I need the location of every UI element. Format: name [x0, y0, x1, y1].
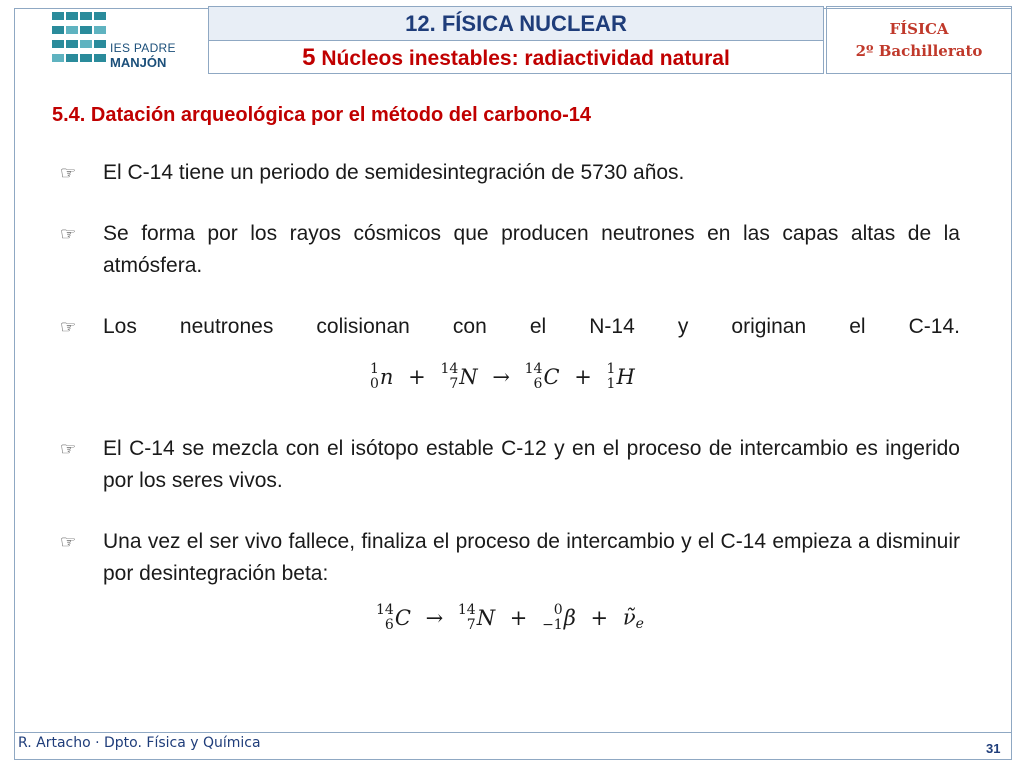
- topic-number: 5: [302, 44, 316, 71]
- beta-particle: 0 −1 β: [542, 602, 576, 633]
- nuclide-hydrogen: 1 1 H: [606, 361, 635, 392]
- subject-box: [826, 6, 1012, 74]
- section-title: 5.4. Datación arqueológica por el método del carbono-14: [52, 104, 592, 126]
- pointing-hand-icon: ☞: [60, 532, 77, 552]
- pointing-hand-icon: ☞: [60, 224, 77, 244]
- bullet-1: [60, 157, 960, 189]
- course-label: 2º Bachillerato: [855, 42, 983, 60]
- bullet-text: Se forma por los rayos cósmicos que producen neutrones en las capas altas de la atmósfera.: [103, 222, 960, 277]
- footer-author: R. Artacho · Dpto. Física y Química: [18, 735, 261, 751]
- bullet-text: Los neutrones colisionan con el N-14 y originan el C-14.: [103, 315, 960, 338]
- topic-text: Núcleos inestables: radiactividad natural: [321, 47, 730, 70]
- logo-line1: IES PADRE: [110, 41, 176, 55]
- pointing-hand-icon: ☞: [60, 439, 77, 459]
- nuclide-neutron: 1 0 n: [370, 361, 394, 392]
- school-logo: [52, 12, 192, 72]
- pointing-hand-icon: ☞: [60, 317, 77, 337]
- footer-divider: [14, 732, 1012, 733]
- topic-title: [209, 41, 823, 74]
- pointing-hand-icon: ☞: [60, 163, 77, 183]
- formula-neutron-capture: 1 0 n + 14 7 N → 14 6 C + 1 1 H: [370, 361, 635, 392]
- nuclide-nitrogen: 14 7 N: [457, 602, 496, 633]
- subject-label: FÍSICA: [889, 20, 949, 38]
- nuclide-carbon: 14 6 C: [376, 602, 411, 633]
- unit-title: 12. FÍSICA NUCLEAR: [209, 7, 823, 41]
- bullet-text: Una vez el ser vivo fallece, finaliza el proceso de intercambio y el C-14 empieza a disminuir por desintegración beta:: [103, 530, 960, 585]
- bullet-2: [60, 218, 960, 282]
- bullet-3: [60, 311, 960, 343]
- nuclide-carbon: 14 6 C: [524, 361, 560, 392]
- bullet-5: [60, 526, 960, 590]
- formula-beta-decay: 14 6 C → 14 7 N + 0 −1 $\beta + \nũ_e$: [376, 602, 644, 633]
- bullet-4: [60, 433, 960, 497]
- page-number: 31: [986, 741, 1001, 756]
- bullet-text: El C-14 tiene un periodo de semidesintegración de 5730 años.: [103, 161, 685, 184]
- header-box: [208, 6, 824, 74]
- nuclide-nitrogen: 14 7 N: [440, 361, 478, 392]
- logo-line2: MANJÓN: [110, 55, 167, 70]
- bullet-text: El C-14 se mezcla con el isótopo estable C-12 y en el proceso de intercambio es ingerido por los seres vivos.: [103, 437, 960, 492]
- antineutrino: $\nũ_e$: [622, 605, 644, 633]
